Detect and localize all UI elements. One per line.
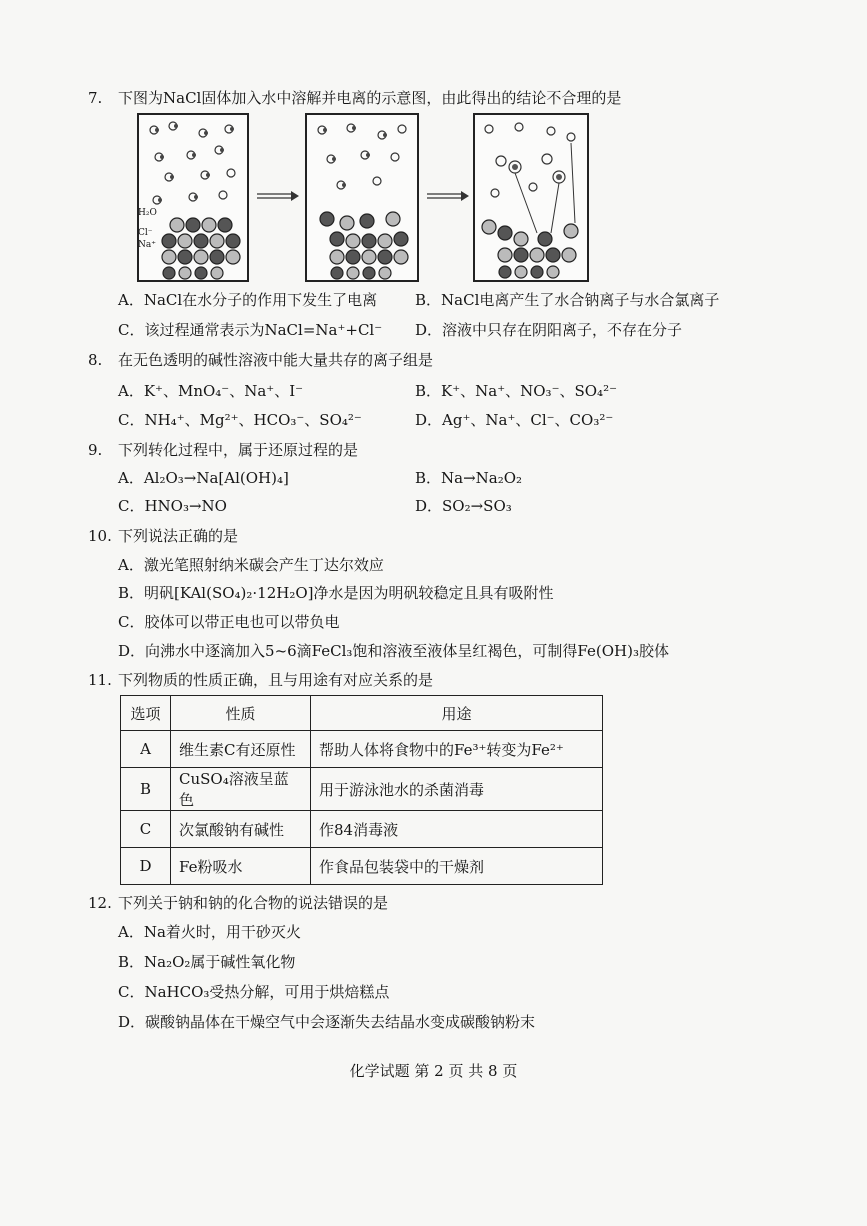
table-row [121, 768, 603, 811]
q12-stem [88, 893, 388, 913]
q8-number: 8. [88, 351, 103, 369]
q12-option-d: D．碳酸钠晶体在干燥空气中会逐渐失去结晶水变成碳酸钠粉末 [118, 1013, 536, 1031]
q7-number: 7. [88, 89, 103, 107]
q12-stem-text: 下列关于钠和钠的化合物的说法错误的是 [118, 894, 389, 912]
page-footer: 化学试题 第 2 页 共 8 页 [349, 1062, 518, 1080]
q8-option-a: A．K⁺、MnO₄⁻、Na⁺、I⁻ [118, 382, 304, 400]
label-na: Na⁺ [138, 240, 156, 250]
table-row [121, 731, 603, 768]
row-property: 维生素C有还原性 [171, 731, 311, 768]
q10-stem [88, 526, 238, 546]
q8-stem [88, 350, 433, 370]
label-h2o: H₂O [138, 208, 157, 218]
q9-option-d: D．SO₂→SO₃ [415, 497, 512, 515]
q12-option-a: A．Na着火时，用干砂灭火 [118, 923, 301, 941]
row-usage: 用于游泳池水的杀菌消毒 [311, 768, 603, 811]
q11-stem-text: 下列物质的性质正确，且与用途有对应关系的是 [118, 671, 434, 689]
q7-option-b: B．NaCl电离产生了水合钠离子与水合氯离子 [415, 291, 720, 309]
q11-number: 11. [88, 671, 112, 689]
row-property: Fe粉吸水 [171, 848, 311, 885]
q12-option-c: C．NaHCO₃受热分解，可用于烘焙糕点 [118, 983, 390, 1001]
q8-stem-text: 在无色透明的碱性溶液中能大量共存的离子组是 [118, 351, 434, 369]
q9-option-a: A．Al₂O₃→Na[Al(OH)₄] [118, 469, 289, 487]
arrow-2-icon [425, 190, 470, 202]
row-option: D [121, 848, 171, 885]
q7-option-a: A．NaCl在水分子的作用下发生了电离 [118, 291, 378, 309]
diagram-panel-3 [473, 113, 589, 282]
q9-stem-text: 下列转化过程中，属于还原过程的是 [118, 441, 359, 459]
q10-option-a: A．激光笔照射纳米碳会产生丁达尔效应 [118, 556, 384, 574]
q9-number: 9. [88, 441, 103, 459]
row-option: A [121, 731, 171, 768]
diagram-panel-2 [305, 113, 419, 282]
q12-number: 12. [88, 894, 112, 912]
diagram-panel-1 [137, 113, 249, 282]
table-header-row [121, 696, 603, 731]
label-cl: Cl⁻ [138, 228, 153, 238]
row-usage: 帮助人体将食物中的Fe³⁺转变为Fe²⁺ [311, 731, 603, 768]
q10-number: 10. [88, 527, 112, 545]
header-option: 选项 [121, 696, 171, 731]
row-option: B [121, 768, 171, 811]
q8-option-d: D．Ag⁺、Na⁺、Cl⁻、CO₃²⁻ [415, 411, 614, 429]
q10-option-b: B．明矾[KAl(SO₄)₂·12H₂O]净水是因为明矾较稳定且具有吸附性 [118, 584, 554, 602]
panel-1-illustration [139, 115, 247, 280]
q7-option-d: D．溶液中只存在阴阳离子，不存在分子 [415, 321, 683, 339]
q8-option-b: B．K⁺、Na⁺、NO₃⁻、SO₄²⁻ [415, 382, 618, 400]
row-option: C [121, 811, 171, 848]
row-property: CuSO₄溶液呈蓝色 [171, 768, 311, 811]
row-property: 次氯酸钠有碱性 [171, 811, 311, 848]
header-usage: 用途 [311, 696, 603, 731]
panel-3-illustration [475, 115, 587, 280]
table-row [121, 811, 603, 848]
row-usage: 作84消毒液 [311, 811, 603, 848]
q9-option-b: B．Na→Na₂O₂ [415, 469, 523, 487]
panel-2-illustration [307, 115, 417, 280]
header-property: 性质 [171, 696, 311, 731]
q10-option-d: D．向沸水中逐滴加入5~6滴FeCl₃饱和溶液至液体呈红褐色，可制得Fe(OH)₃胶体 [118, 642, 669, 660]
q10-stem-text: 下列说法正确的是 [118, 527, 239, 545]
q9-option-c: C．HNO₃→NO [118, 497, 227, 515]
arrow-1-icon [255, 190, 300, 202]
q10-option-c: C．胶体可以带正电也可以带负电 [118, 613, 340, 631]
row-usage: 作食品包装袋中的干燥剂 [311, 848, 603, 885]
q7-stem-text: 下图为NaCl固体加入水中溶解并电离的示意图，由此得出的结论不合理的是 [118, 89, 622, 107]
q12-option-b: B．Na₂O₂属于碱性氧化物 [118, 953, 296, 971]
q9-stem [88, 440, 358, 460]
q7-option-c: C．该过程通常表示为NaCl=Na⁺+Cl⁻ [118, 321, 383, 339]
q11-table [120, 695, 603, 885]
q7-stem [88, 88, 621, 108]
q8-option-c: C．NH₄⁺、Mg²⁺、HCO₃⁻、SO₄²⁻ [118, 411, 362, 429]
table-row [121, 848, 603, 885]
q11-stem [88, 670, 433, 690]
